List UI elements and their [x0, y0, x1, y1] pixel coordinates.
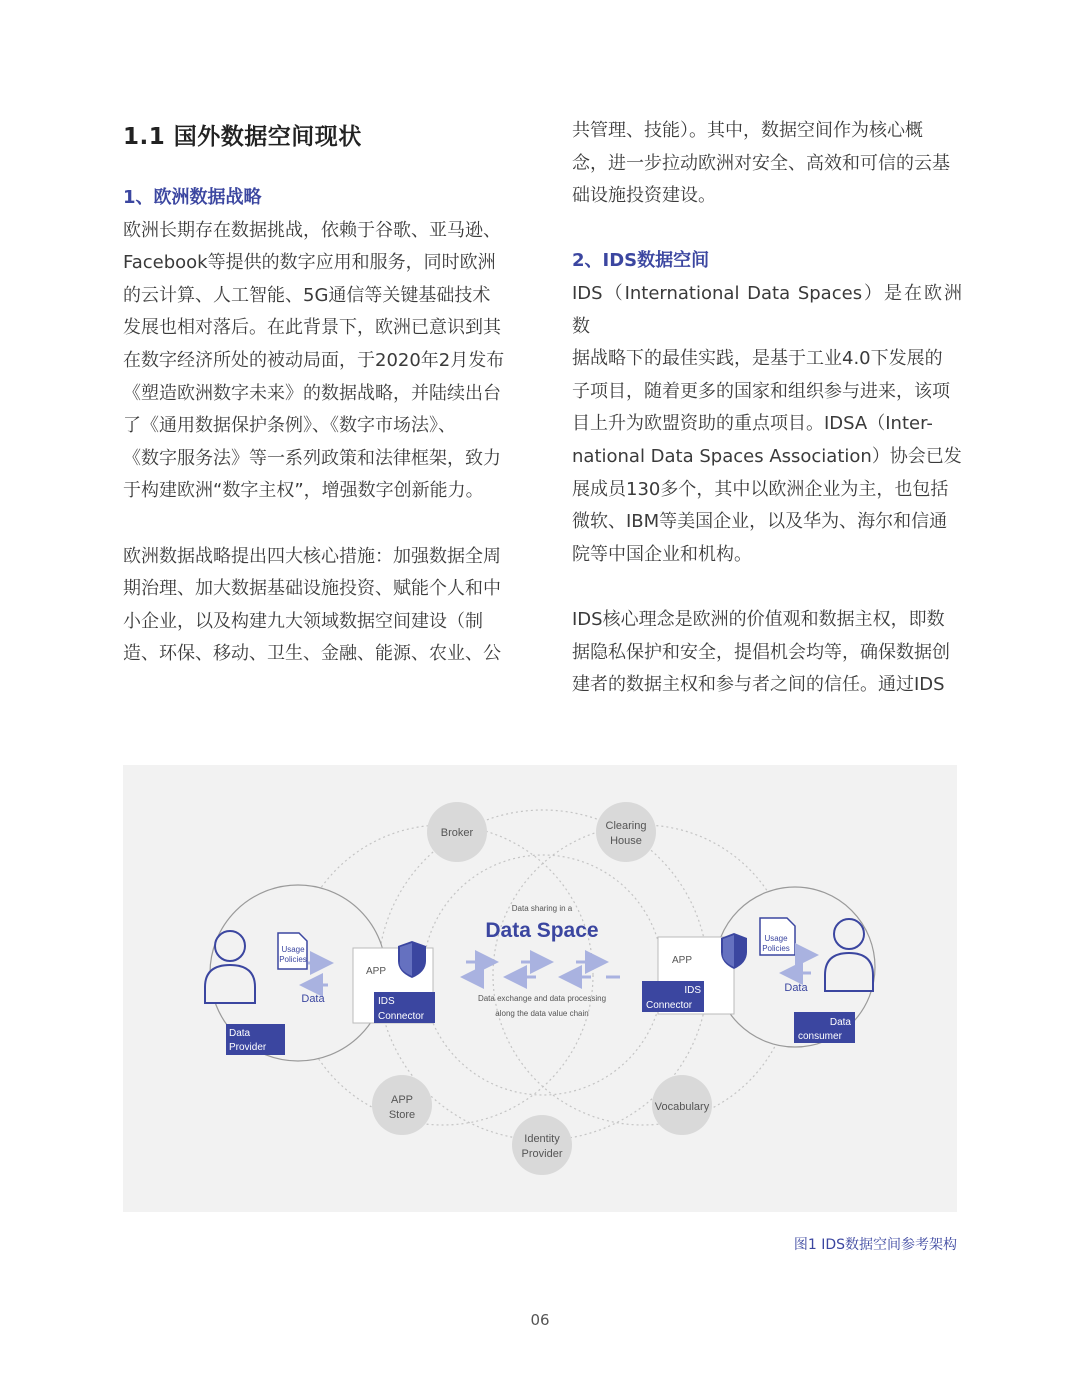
text-line: 院等中国企业和机构。: [572, 543, 752, 565]
provider-app-label: APP: [365, 966, 387, 977]
consumer-usage-policies-document-icon: [760, 918, 795, 955]
text-line: 的云计算、人工智能、5G通信等关键基础技术: [123, 284, 491, 306]
vocabulary-label: Vocabulary: [654, 1101, 710, 1113]
center-desc-line2: along the data value chain: [495, 1009, 589, 1018]
consumer-usage-policies-line1: Usage: [764, 934, 788, 943]
identity-provider-node: [512, 1115, 572, 1175]
paragraph-eu-data-challenges: [123, 215, 513, 508]
text-line: 于构建欧洲“数字主权”，增强数字创新能力。: [123, 480, 484, 502]
text-line: 期治理、加大数据基础设施投资、赋能个人和中: [123, 578, 501, 600]
text-line: 目上升为欧盟资助的重点项目。IDSA（Inter-: [572, 413, 933, 435]
clearing-house-node: [596, 802, 656, 862]
text-line: 据隐私保护和安全，提倡机会均等，确保数据创: [572, 641, 950, 663]
data-provider-tag-line2: Provider: [229, 1042, 267, 1053]
text-line: 共管理、技能）。其中，数据空间作为核心概: [572, 120, 923, 141]
broker-label: Broker: [440, 827, 474, 839]
data-consumer-tag-line1: Data: [829, 1017, 851, 1028]
ids-architecture-diagram: [123, 765, 957, 1212]
consumer-app-label: APP: [671, 955, 693, 966]
data-exchange-arrows: [466, 962, 620, 977]
text-line: IDS核心理念是欧洲的价值观和数据主权，即数: [572, 608, 945, 630]
text-line: 欧洲数据战略提出四大核心措施：加强数据全周: [123, 545, 501, 567]
right-column: [572, 115, 962, 702]
text-line: 微软、IBM等美国企业，以及华为、海尔和信通: [572, 511, 948, 533]
text-line: 在数字经济所处的被动局面，于2020年2月发布: [123, 349, 505, 371]
figure-caption: 图1 IDS数据空间参考架构: [793, 1237, 957, 1253]
provider-usage-policies-document-icon: [278, 933, 307, 969]
app-store-node: [372, 1075, 432, 1135]
consumer-connector-line1: IDS: [684, 985, 701, 996]
page-title: 1.1 国外数据空间现状: [123, 124, 362, 150]
text-line: 造、环保、移动、卫生、金融、能源、农业、公: [123, 643, 501, 665]
identity-provider-label-line2: Provider: [521, 1148, 563, 1160]
center-desc-line1: Data exchange and data processing: [477, 994, 607, 1003]
paragraph-ids-core-idea: [572, 604, 962, 702]
text-line: 《数字服务法》等一系列政策和法律框架，致力: [123, 447, 501, 469]
paragraph-ids-intro: [572, 278, 962, 571]
paragraph-continued: [572, 115, 962, 213]
text-line: 小企业，以及构建九大领域数据空间建设（制: [123, 610, 483, 632]
text-line: 展成员130多个，其中以欧洲企业为主，也包括: [572, 478, 949, 500]
consumer-connector-line2: Connector: [646, 1000, 693, 1011]
text-line: 础设施投资建设。: [572, 185, 716, 207]
broker-node: [427, 802, 487, 862]
vocabulary-node: [652, 1075, 712, 1135]
page-number: 06: [530, 1311, 550, 1329]
provider-usage-policies-line1: Usage: [281, 945, 305, 954]
center-title: Data Space: [485, 919, 599, 942]
text-line: 建者的数据主权和参与者之间的信任。通过IDS: [572, 674, 945, 696]
provider-data-label: Data: [301, 993, 325, 1005]
text-line: 据战略下的最佳实践，是基于工业4.0下发展的: [572, 348, 943, 370]
data-provider-tag-line1: Data: [229, 1028, 251, 1039]
ids-architecture-figure: [123, 765, 957, 1212]
clearing-house-label-line2: House: [610, 835, 642, 847]
text-line: 《塑造欧洲数字未来》的数据战略，并陆续出台: [123, 382, 501, 404]
left-column: [123, 182, 513, 671]
text-line: national Data Spaces Association）协会已发: [572, 445, 962, 467]
provider-connector-line2: Connector: [378, 1011, 425, 1022]
consumer-data-label: Data: [784, 982, 808, 994]
consumer-usage-policies-line2: Policies: [762, 944, 790, 953]
paragraph-four-core-measures: [123, 541, 513, 671]
section-heading-ids-data-space: 2、IDS数据空间: [572, 250, 710, 272]
provider-connector-line1: IDS: [378, 996, 395, 1007]
text-line: 念，进一步拉动欧洲对安全、高效和可信的云基: [572, 152, 950, 174]
center-small-label: Data sharing in a: [511, 904, 573, 913]
text-line: 子项目，随着更多的国家和组织参与进来，该项: [572, 380, 950, 402]
text-line: 发展也相对落后。在此背景下，欧洲已意识到其: [123, 317, 501, 339]
text-line: 了《通用数据保护条例》、《数字市场法》、: [123, 415, 456, 437]
provider-usage-policies-line2: Policies: [279, 955, 307, 964]
identity-provider-label-line1: Identity: [524, 1133, 560, 1145]
text-line: Facebook等提供的数字应用和服务，同时欧洲: [123, 252, 496, 274]
data-consumer-tag-line2: consumer: [798, 1031, 842, 1042]
section-heading-eu-data-strategy: 1、欧洲数据战略: [123, 187, 262, 208]
text-line: 欧洲长期存在数据挑战，依赖于谷歌、亚马逊、: [123, 219, 501, 241]
app-store-label-line1: APP: [390, 1094, 414, 1106]
app-store-label-line2: Store: [388, 1109, 416, 1121]
clearing-house-label-line1: Clearing: [605, 820, 647, 832]
text-line: IDS（International Data Spaces）是在欧洲数: [572, 282, 962, 337]
